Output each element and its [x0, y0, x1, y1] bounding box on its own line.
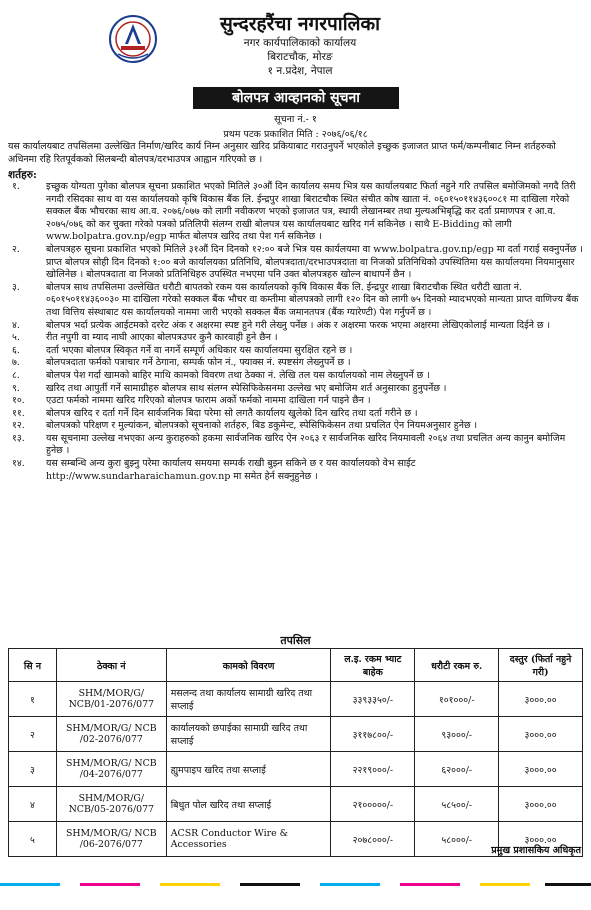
condition-number: २.	[12, 243, 20, 255]
notice-banner: बोलपत्र आव्हानको सूचना	[193, 87, 399, 109]
condition-text: बोलपत्र साथ तपसिलमा उल्लेखित धरौटी बापतको रकम यस कार्यालयको कृषि विकास बैंक लि. ईन्द्रपुर शाखा बिराटचौक स्थित धरौटी खाता नं. ०६०१५०११४३६००३० मा दाखिला गरेको सक्कल बैंक भौचर वा कम्तीमा बोलपत्रको लागी १२० दिन को लागी ७५ दिनको म्यादभएको मान्यता प्राप्त वाणिज्य बैंक तथा वित्तिय संस्थाबाट यस कार्यालयको नाममा जारी भएको सक्कल बैंक जमानतपत्र (बैंक ग्यारेण्टी) पेश गर्नुपर्ने छ ।	[46, 281, 579, 318]
table-row	[9, 752, 583, 787]
work-description-cell: ह्युमपाइप खरिद तथा सप्लाई	[166, 752, 331, 787]
serial-cell: १	[9, 682, 57, 717]
cyan-bar	[0, 883, 60, 886]
fee-cell: ३०००.००	[499, 752, 583, 787]
schedule-heading: तपसिल	[280, 634, 311, 647]
deposit-cell: ६२०००/-	[415, 752, 499, 787]
condition-item	[8, 357, 583, 370]
condition-item	[8, 332, 583, 345]
condition-number: १२.	[12, 420, 25, 432]
serial-cell: ५	[9, 822, 57, 857]
condition-item	[8, 408, 583, 421]
deposit-cell: ५८५००/-	[415, 787, 499, 822]
table-row	[9, 787, 583, 822]
condition-item	[8, 345, 583, 358]
condition-number: ५.	[12, 332, 20, 344]
signatory-title: प्रमुख प्रशासकिय अधिकृत	[491, 845, 581, 856]
condition-number: ७.	[12, 357, 20, 369]
serial-cell: ३	[9, 752, 57, 787]
fee-cell: ३०००.००	[499, 682, 583, 717]
publication-date: प्रथम पटक प्रकाशित मिति : २०७६/०६/१८	[223, 129, 368, 140]
fee-cell: ३०००.००	[499, 787, 583, 822]
column-header: ठेक्का नं	[56, 649, 166, 682]
condition-text: यस सम्बन्धि अन्य कुरा बुझ्नु परेमा कार्यालय समयमा सम्पर्क राखी बुझ्न सकिने छ र यस कार्यालयको वेभ साईट http://www.sundarharaichamun.gov.np मा समेत हेर्न सक्नुहुनेछ ।	[46, 458, 416, 482]
condition-number: ८.	[12, 369, 20, 381]
condition-text: बोलपत्रको परिक्षण र मुल्यांकन, बोलपत्रको सूचनाको शर्तहरु, बिड डकुमेन्ट, स्पेसिफिकेसन तथा प्रचलित ऐन नियमअनुसार हुनेछ ।	[46, 420, 478, 432]
contract-no-cell: SHM/MOR/G/ NCB/01-2076/077	[56, 682, 166, 717]
column-header: ल.इ. रकम भ्याट बाहेक	[331, 649, 415, 682]
contract-no-cell: SHM/MOR/G/ NCB /02-2076/077	[56, 717, 166, 752]
estimate-cell: ३११७८००/-	[331, 717, 415, 752]
conditions-heading: शर्तहरु:	[8, 169, 37, 181]
contract-no-cell: SHM/MOR/G/ NCB /04-2076/077	[56, 752, 166, 787]
letterhead	[0, 6, 591, 86]
estimate-cell: २२१९०००/-	[331, 752, 415, 787]
condition-text: एउटा फर्मको नाममा खरिद गरिएको बोलपत्र फाराम अर्को फर्मको नाममा दाखिला गर्न पाइने छैन ।	[46, 395, 371, 407]
table-row	[9, 717, 583, 752]
deposit-cell: ९३०००/-	[415, 717, 499, 752]
yellow-bar	[480, 883, 530, 886]
condition-item	[8, 282, 583, 320]
office-name: नगर कार्यपालिकाको कार्यालय	[243, 37, 357, 49]
province-line: १ न.प्रदेश, नेपाल	[267, 65, 333, 77]
condition-item	[8, 420, 583, 433]
deposit-cell: ५८०००/-	[415, 822, 499, 857]
condition-number: १४.	[12, 458, 25, 470]
black-bar	[545, 883, 591, 886]
estimate-cell: ३३९३३५०/-	[331, 682, 415, 717]
condition-number: १०.	[12, 395, 25, 407]
magenta-bar	[80, 883, 140, 886]
condition-text: रीत नपुगी वा म्याद नाघी आएका बोलपत्रउपर कुनै कारवाही हुने छैन ।	[46, 332, 278, 344]
black-bar	[240, 883, 300, 886]
condition-item	[8, 244, 583, 282]
serial-cell: २	[9, 717, 57, 752]
condition-text: बोलपत्र भर्दा प्रत्येक आईटमको दररेट अंक र अक्षरमा स्पष्ट हुने गरी लेख्नु पर्नेछ । अंक र अक्षरमा फरक भएमा अक्षरमा लेखिएकोलाई मान्यता दिईने छ ।	[46, 319, 551, 331]
table-row	[9, 682, 583, 717]
municipality-emblem-icon	[108, 14, 158, 64]
column-header: सि न	[9, 649, 57, 682]
condition-text: इच्छुक योग्यता पुगेका बोलपत्र सूचना प्रकाशित भएको मितिले ३०औं दिन कार्यालय समय भित्र यस कार्यालयबाट फिर्ता नहुने गरि तपसिल बमोजिमको नगदै तिरी नगदी रसिदका साथ वा यस कार्यालयको कृषि विकास बैंक लि. ईन्द्रपुर शाखा बिराटचौक स्थित संचीत कोष खाता नं. ०६०१५०११४३६००८१ मा दाखिला गरेको सक्कल बैंक भौचरका साथ आ.व. २०७६/०७७ को लागी नवीकरण भएको इजाजत पत्र, स्थायी लेखानम्बर तथा मुल्यअभिबृद्धि कर दर्ता प्रमाणपत्र र आ.व. २०७५/०७६ को कर चुक्ता गरेको पत्रको प्रतिलिपी संलग्न राखी बोलपत्र यस कार्यालयबाट खरिद गर्न सकिनेछ । साथै E-Bidding को लागी www.bolpatra.gov.np/egp मार्फत बोलपत्र खरिद तथा पेश गर्न सकिनेछ ।	[46, 181, 576, 243]
condition-text: बोलपत्रदाता फर्मको पत्राचार गर्ने ठेगाना, सम्पर्क फोन नं., फ्याक्स नं. स्पष्टसंग लेख्नुपर्ने छ ।	[46, 357, 351, 369]
table-header-row	[9, 649, 583, 682]
condition-item	[8, 320, 583, 333]
condition-item	[8, 181, 583, 244]
condition-item	[8, 458, 583, 483]
work-description-cell: कार्यालयको छपाईका सामाग्री खरिद तथा सप्लाई	[166, 717, 331, 752]
condition-number: ११.	[12, 407, 25, 419]
notice-number: सूचना नं.- १	[274, 114, 317, 125]
condition-text: यस सूचनामा उल्लेख नभएका अन्य कुराहरुको हकमा सार्वजनिक खरिद ऐन २०६३ र सार्वजनिक खरिद नियमावली २०६४ तथा प्रचलित अन्य कानुन बमोजिम हुनेछ ।	[46, 432, 566, 457]
condition-number: १.	[12, 181, 20, 192]
contract-no-cell: SHM/MOR/G/ NCB /06-2076/077	[56, 822, 166, 857]
fee-cell: ३०००.००	[499, 717, 583, 752]
condition-text: खरिद तथा आपुर्ती गर्ने सामाग्रीहरु बोलपत्र साथ संलग्न स्पेसिफिकेसनमा उल्लेख भए बमोजिम शर्त अनुसारका हुनुपर्नेछ ।	[46, 382, 447, 394]
condition-text: बोलपत्र खरिद र दर्ता गर्ने दिन सार्वजनिक बिदा परेमा सो लगतै कार्यालय खुलेको दिन खरिद तथा दर्ता गरीने छ ।	[46, 407, 418, 419]
condition-number: ४.	[12, 319, 20, 331]
cyan-bar	[320, 883, 380, 886]
office-address: बिराटचौक, मोरङ	[267, 51, 333, 63]
condition-text: दर्ता भएका बोलपत्र स्विकृत गर्ने वा नगर्ने सम्पूर्ण अधिकार यस कार्यालयमा सुरक्षित रहने छ ।	[46, 344, 353, 356]
work-description-cell: ACSR Conductor Wire & Accessories	[166, 822, 331, 857]
fee-cell: ३०००.००	[499, 822, 583, 857]
print-color-strip	[0, 880, 591, 888]
condition-item	[8, 370, 583, 383]
condition-number: ९.	[12, 382, 20, 394]
condition-number: १३.	[12, 432, 25, 444]
condition-item	[8, 383, 583, 396]
condition-text: बोलपत्रहरु सूचना प्रकाशित भएको मितिले ३१औं दिन दिनको १२:०० बजे भित्र यस कार्यलयमा वा www.bolpatra.gov.np/egp मा दर्ता गराई सक्नुपर्नेछ । प्राप्त बोलपत्र सोही दिन दिनको १:०० बजे कार्यालयका प्रतिनिधि, बोलपत्रदाता/दरभाउपत्रदाता वा निजको प्रतिनिधिको उपस्थितिमा यस कार्यालयमा नियमानुसार खोलिनेछ । बोलपत्रदाता वा निजको प्रतिनिधिहरु उपस्थित नभएमा पनि उक्त बोलपत्रहरु खोल्न बाधापर्ने छैन ।	[46, 243, 583, 281]
tender-table	[8, 648, 583, 857]
yellow-bar	[160, 883, 220, 886]
intro-paragraph: यस कार्यालयबाट तपसिलमा उल्लेखित निर्माण/खरिद कार्य निम्न अनुसार खरिद प्रकियाबाट गराउनुपर्ने भएकोले इच्छुक इजाजत प्राप्त फर्म/कम्पनीबाट निम्न शर्तहरुको अधिनमा रहि रितपूर्वकको सिलबन्दी बोलपत्र/दरभाउपत्र आह्वान गरिएको छ ।	[8, 141, 556, 165]
work-description-cell: मसलन्द तथा कार्यालय सामाग्री खरिद तथा सप्लाई	[166, 682, 331, 717]
column-header: दस्तुर (फिर्ता नहुने गरी)	[499, 649, 583, 682]
serial-cell: ४	[9, 787, 57, 822]
condition-item	[8, 395, 583, 408]
condition-number: ६.	[12, 344, 20, 356]
magenta-bar	[400, 883, 460, 886]
condition-item	[8, 433, 583, 458]
estimate-cell: २१०००००/-	[331, 787, 415, 822]
work-description-cell: बिधुत पोल खरिद तथा सप्लाई	[166, 787, 331, 822]
conditions-list	[8, 181, 583, 483]
condition-text: बोलपत्र पेश गर्दा खामको बाहिर माथि कामको विवरण तथा ठेक्का नं. लेखि तल यस कार्यालयको नाम लेख्नुपर्ने छ ।	[46, 369, 430, 381]
estimate-cell: २०७८०००/-	[331, 822, 415, 857]
municipality-name: सुन्दरहरैंचा नगरपालिका	[219, 13, 381, 35]
column-header: धरौटी रकम रु.	[415, 649, 499, 682]
column-header: कामको विवरण	[166, 649, 331, 682]
condition-number: ३.	[12, 281, 20, 293]
deposit-cell: १०१०००/-	[415, 682, 499, 717]
contract-no-cell: SHM/MOR/G/ NCB/05-2076/077	[56, 787, 166, 822]
